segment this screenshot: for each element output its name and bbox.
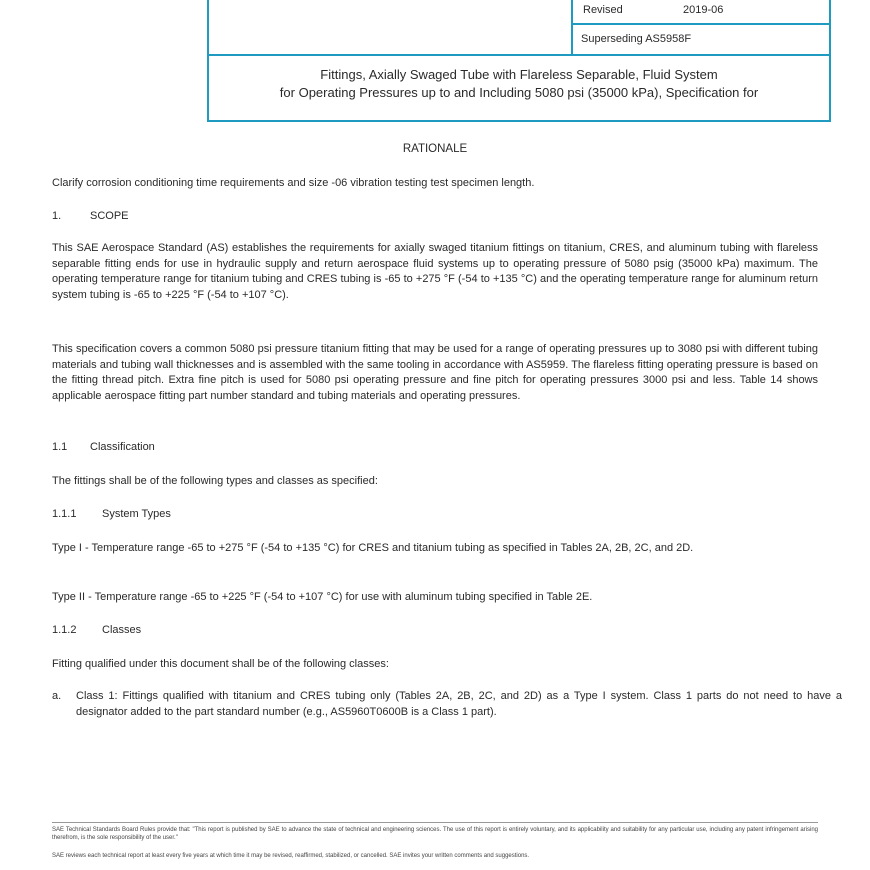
section-system-types-heading (52, 507, 818, 523)
section-number: 1. (52, 210, 62, 222)
type-1-description: Type I - Temperature range -65 to +275 °F (-54 to +135 °C) for CRES and titanium tubing as specified in Tables 2A, 2B, 2C, and 2D. (52, 542, 694, 554)
section-number: 1.1.1 (52, 508, 77, 520)
revised-row (573, 0, 829, 25)
section-title: SCOPE (90, 210, 129, 222)
footer-notice-1: SAE Technical Standards Board Rules provide that: "This report is published by SAE to advance the state of technical and engineering sciences. The use of this report is entirely voluntary, and its applicability and suitability for any particular use, including any patent infringement arising therefrom, is the sole responsibility of the user." (52, 827, 818, 841)
footer-divider (52, 822, 818, 823)
superseding-text: Superseding AS5958F (581, 33, 692, 45)
revised-date: 2019-06 (683, 4, 724, 16)
section-title: Classes (102, 624, 142, 636)
section-number: 1.1.2 (52, 624, 77, 636)
header-logo-cell (209, 0, 573, 54)
list-marker: a. (52, 690, 62, 702)
class-1-list-item (52, 689, 842, 720)
section-number: 1.1 (52, 441, 68, 453)
document-title (209, 66, 829, 102)
rationale-text: Clarify corrosion conditioning time requirements and size -06 vibration testing test specimen length. (52, 177, 535, 189)
section-title: Classification (90, 441, 155, 453)
header-divider (209, 54, 829, 56)
section-classification-heading (52, 440, 818, 456)
classes-text: Fitting qualified under this document shall be of the following classes: (52, 658, 389, 670)
section-classes-heading (52, 623, 818, 639)
document-header-box (207, 0, 831, 122)
type-2-description: Type II - Temperature range -65 to +225 °F (-54 to +107 °C) for use with aluminum tubing specified in Table 2E. (52, 591, 593, 603)
superseding-row (573, 25, 829, 54)
section-title: System Types (102, 508, 171, 520)
footer-notice-2: SAE reviews each technical report at least every five years at which time it may be revised, reaffirmed, stabilized, or cancelled. SAE invites your written comments and suggestions. (52, 853, 530, 859)
scope-paragraph-2: This specification covers a common 5080 psi pressure titanium fitting that may be used for a range of operating pressures up to 3080 psi with different tubing materials and tubing wall thicknesses and is assembled with the same tooling in accordance with AS5959. The flareless fitting operating pressure is based on the fitting thread pitch. Extra fine pitch is used for 5080 psi operating pressure and fine pitch for operating pressures 3000 psi and less. Table 14 shows applicable aerospace fitting part number standard and tubing materials and operating pressures. (52, 343, 818, 402)
section-scope-heading (52, 209, 818, 225)
title-line-2: for Operating Pressures up to and Including 5080 psi (35000 kPa), Specification for (279, 85, 759, 100)
class-1-text: Class 1: Fittings qualified with titanium and CRES tubing only (Tables 2A, 2B, 2C, and 2D) as a Type I system. Class 1 parts do not need to have a designator added to the part standard number (e.g., AS5960T0600B is a Class 1 part). (76, 690, 842, 718)
title-line-1: Fittings, Axially Swaged Tube with Flareless Separable, Fluid System (320, 67, 718, 82)
scope-paragraph-1: This SAE Aerospace Standard (AS) establishes the requirements for axially swaged titanium fittings on titanium, CRES, and aluminum tubing with flareless separable fitting ends for use in hydraulic supply and return aerospace fluid systems up to operating pressure of 5080 psig (35000 kPa) maximum. The operating temperature range for titanium tubing and CRES tubing is -65 to +275 °F (-54 to +135 °C) and the operating temperature range for aluminum return system tubing is -65 to +225 °F (-54 to +107 °C). (52, 242, 818, 301)
classification-text: The fittings shall be of the following types and classes as specified: (52, 475, 378, 487)
revised-label: Revised (583, 4, 623, 16)
rationale-heading: RATIONALE (402, 143, 468, 155)
